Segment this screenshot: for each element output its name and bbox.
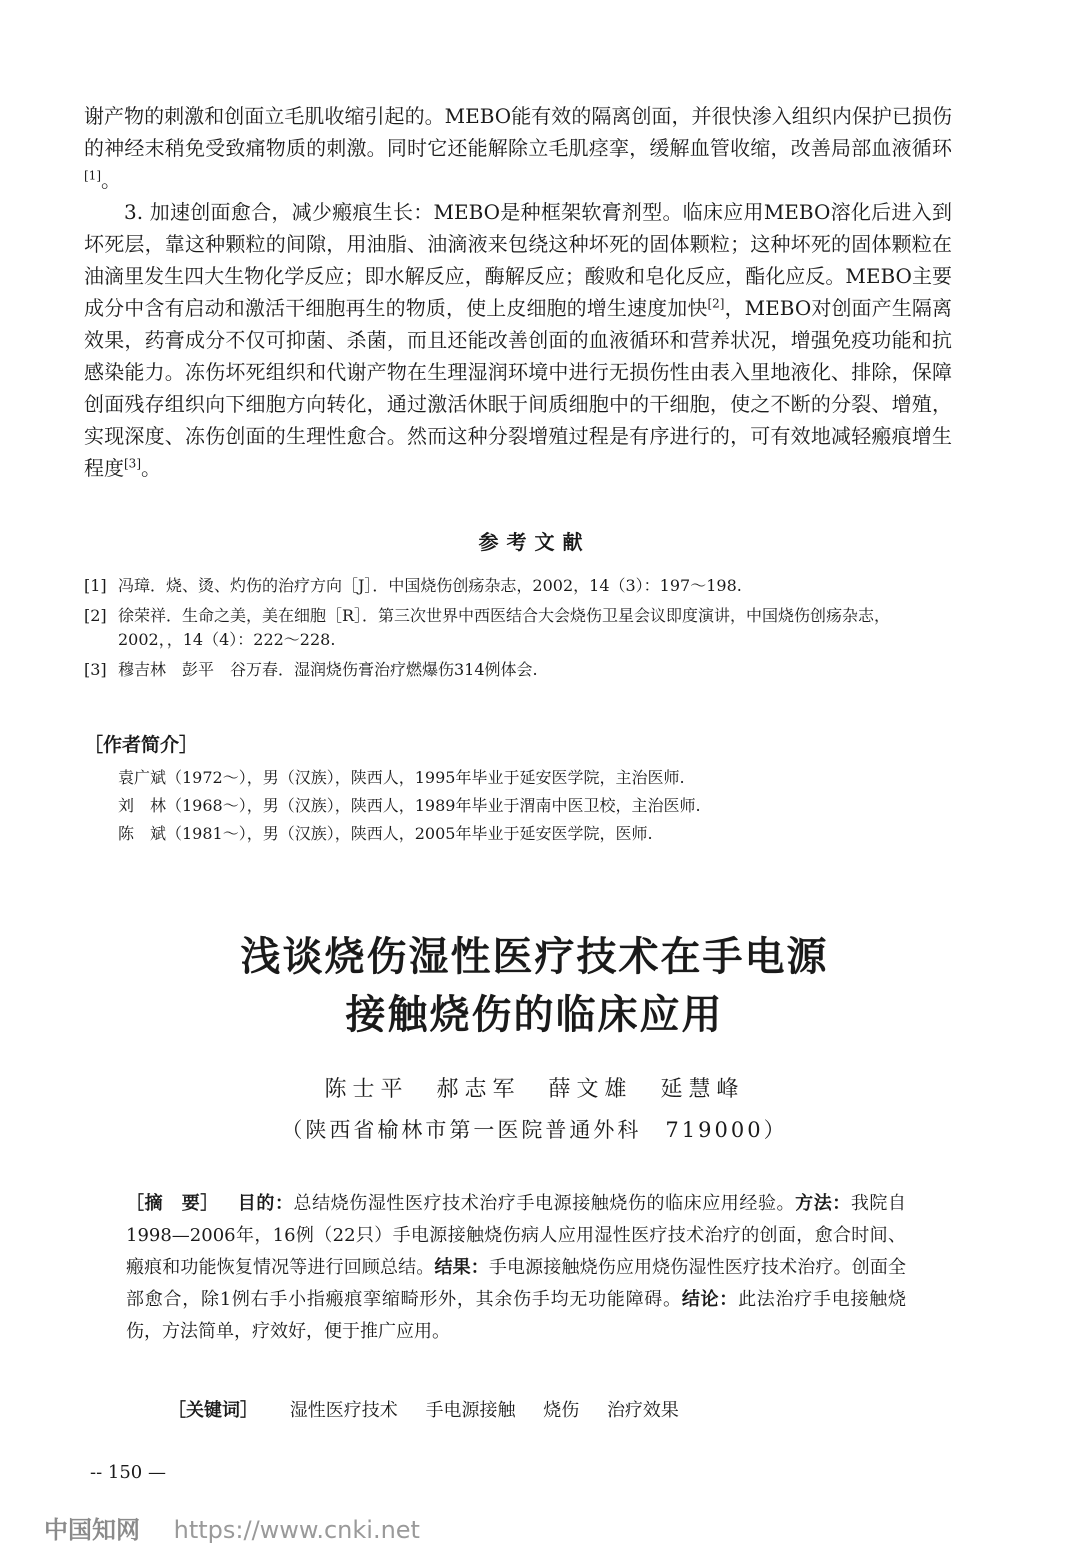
- reference-text: 徐荣祥．生命之美，美在细胞［R］．第三次世界中西医结合大会烧伤卫星会议即度演讲，中国烧伤创疡杂志，2002，，14（4）：222～228.: [118, 606, 891, 649]
- cnki-logo: 中国知网: [44, 1516, 140, 1544]
- author-intro-line: 刘 林（1968～），男（汉族），陕西人，1989年毕业于渭南中医卫校，主治医师.: [118, 796, 701, 815]
- reference-number: [2]: [84, 606, 107, 625]
- keywords: [168, 1396, 701, 1422]
- paragraph-1-text: 谢产物的刺激和创面立毛肌收缩引起的。MEBO能有效的隔离创面，并很快渗入组织内保护已损伤的神经末稍免受致痛物质的刺激。同时它还能解除立毛肌痉挛，缓解血管收缩，改善局部血液循环: [84, 104, 952, 160]
- citation-3[interactable]: [3]: [124, 456, 141, 471]
- reference-number: [3]: [84, 660, 107, 679]
- article-title-line-1: 浅谈烧伤湿性医疗技术在手电源: [240, 934, 829, 980]
- references-title: 参考文献: [478, 530, 591, 554]
- abstract-label: ［摘 要］: [126, 1193, 219, 1214]
- reference-text: 穆吉林 彭平 谷万春．湿润烧伤膏治疗燃爆伤314例体会.: [118, 660, 538, 679]
- article-title: [0, 928, 1069, 1044]
- author-intro-line: 袁广斌（1972～），男（汉族），陕西人，1995年毕业于延安医学院，主治医师.: [118, 768, 685, 787]
- reference-text: 冯璋．烧、烫、灼伤的治疗方向［J］．中国烧伤创疡杂志，2002，14（3）：197～198.: [118, 576, 742, 595]
- paragraph-1: [84, 100, 952, 196]
- reference-item: [84, 574, 952, 598]
- abstract: [126, 1188, 906, 1348]
- reference-item: [84, 658, 952, 682]
- paragraph-2-text-b: ，MEBO对创面产生隔离效果，药膏成分不仅可抑菌、杀菌，而且还能改善创面的血液循环和营养状况，增强免疫功能和抗感染能力。冻伤坏死组织和代谢产物在生理湿润环境中进行无损伤性由表入里地液化、排除，保障创面残存组织向下细胞方向转化，通过激活休眠于间质细胞中的干细胞，使之不断的分裂、增殖，实现深度、冻伤创面的生理性愈合。然而这种分裂增殖过程是有序进行的，可有效地减轻瘢痕增生程度: [84, 296, 952, 480]
- paragraph-2: [84, 196, 952, 484]
- author-intro-heading: ［作者简介］: [84, 734, 199, 756]
- article-authors: 陈士平 郝志军 薛文雄 延慧峰: [324, 1077, 745, 1102]
- author-intro-line: 陈 斌（1981～），男（汉族），陕西人，2005年毕业于延安医学院，医师.: [118, 824, 653, 843]
- results-text: 手电源接触烧伤应用烧伤湿性医疗技术治疗。创面全部愈合，除1例右手小指瘢痕挛缩畸形外，其余伤手均无功能障碍。: [126, 1257, 907, 1310]
- reference-list: [84, 574, 952, 688]
- objective-text: 总结烧伤湿性医疗技术治疗手电源接触烧伤的临床应用经验。: [293, 1193, 796, 1214]
- keywords-label: ［关键词］: [168, 1400, 258, 1421]
- cnki-url[interactable]: https://www.cnki.net: [173, 1516, 420, 1544]
- reference-number: [1]: [84, 576, 107, 595]
- body-text: [84, 100, 952, 484]
- paragraph-2-text-a: 3. 加速创面愈合，减少瘢痕生长：MEBO是种框架软膏剂型。临床应用MEBO溶化后进入到坏死层，靠这种颗粒的间隙，用油脂、油滴液来包绕这种坏死的固体颗粒；这种坏死的固体颗粒在油滴里发生四大生物化学反应；即水解反应，酶解反应；酸败和皂化反应，酯化应反。MEBO主要成分中含有启动和激活干细胞再生的物质，使上皮细胞的增生速度加快: [84, 200, 952, 320]
- keyword: 烧伤: [543, 1400, 580, 1421]
- paragraph-2-end: 。: [141, 456, 161, 480]
- methods-text: 我院自1998—2006年，16例（22只）手电源接触烧伤病人应用湿性医疗技术治疗的创面，愈合时间、瘢痕和功能恢复情况等进行回顾总结。: [126, 1193, 907, 1278]
- results-label: 结果：: [434, 1257, 489, 1278]
- conclusion-label: 结论：: [681, 1289, 739, 1310]
- citation-1[interactable]: [1]: [84, 168, 101, 183]
- conclusion-text: 此法治疗手电接触烧伤，方法简单，疗效好，便于推广应用。: [126, 1289, 907, 1342]
- objective-label: 目的：: [237, 1193, 294, 1214]
- keyword-list: [290, 1400, 701, 1421]
- paragraph-1-end: 。: [101, 168, 121, 192]
- article-title-line-2: 接触烧伤的临床应用: [345, 992, 724, 1038]
- methods-label: 方法：: [795, 1193, 851, 1214]
- keyword: 手电源接触: [425, 1400, 516, 1421]
- article-affiliation: （陕西省榆林市第一医院普通外科 719000）: [281, 1118, 788, 1142]
- author-intro-list: [118, 764, 701, 848]
- keyword: 治疗效果: [606, 1400, 679, 1421]
- keyword: 湿性医疗技术: [289, 1400, 398, 1421]
- page-number: -- 150 —: [90, 1462, 166, 1483]
- reference-item: [84, 604, 952, 652]
- watermark-footer: [44, 1510, 420, 1545]
- citation-2[interactable]: [2]: [707, 296, 725, 311]
